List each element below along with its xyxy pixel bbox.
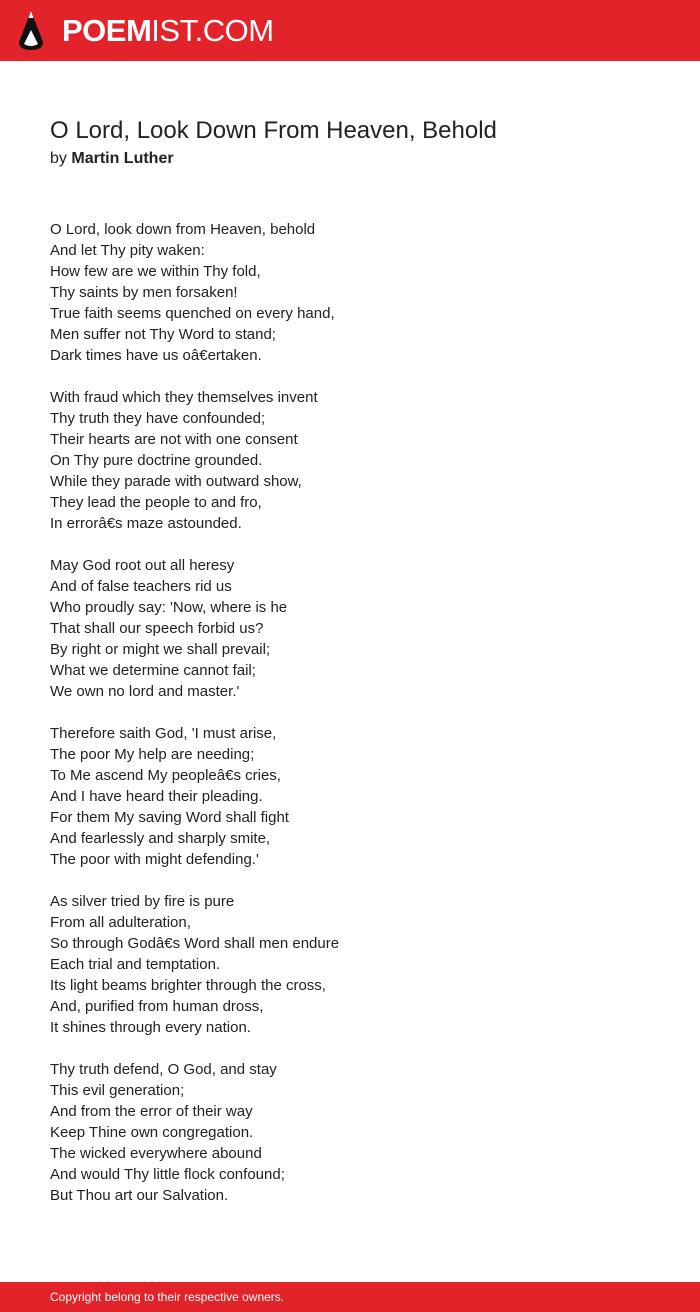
poem-line: Thy truth they have confounded; <box>50 410 266 427</box>
site-footer <box>0 1282 700 1312</box>
poem-line: Thy saints by men forsaken! <box>50 284 238 301</box>
poem-line: And, purified from human dross, <box>50 998 264 1015</box>
poem-line: Therefore saith God, 'I must arise, <box>50 725 277 742</box>
poem-line: To Me ascend My peopleâ€s cries, <box>50 767 281 784</box>
poem-line: Who proudly say: 'Now, where is he <box>50 599 288 616</box>
site-header <box>0 0 700 61</box>
poem-line: Its light beams brighter through the cross, <box>50 977 326 994</box>
poem-line: How few are we within Thy fold, <box>50 263 261 280</box>
by-label: by <box>50 150 67 167</box>
poem-stanza <box>50 555 650 702</box>
poem-line: For them My saving Word shall fight <box>50 809 289 826</box>
poem-body <box>50 219 650 1227</box>
author-name: Martin Luther <box>71 150 174 167</box>
site-logo[interactable] <box>62 12 274 50</box>
poem-line: As silver tried by fire is pure <box>50 893 235 910</box>
poem-line: And fearlessly and sharply smite, <box>50 830 271 847</box>
poem-line: So through Godâ€s Word shall men endure <box>50 935 340 952</box>
copyright-text: Copyright belong to their respective owners. <box>50 1290 285 1304</box>
poem-line: May God root out all heresy <box>50 557 235 574</box>
poem-title: O Lord, Look Down From Heaven, Behold <box>50 117 497 144</box>
poem-line: Thy truth defend, O God, and stay <box>50 1061 277 1078</box>
poem-stanza <box>50 723 650 870</box>
poem-line: Each trial and temptation. <box>50 956 221 973</box>
poem-line: Keep Thine own congregation. <box>50 1124 254 1141</box>
poem-byline <box>50 148 174 170</box>
poem-stanza <box>50 891 650 1038</box>
poem-line: We own no lord and master.' <box>50 683 240 700</box>
poem-line: From all adulteration, <box>50 914 191 931</box>
logo-text-thin: IST.COM <box>151 13 274 48</box>
poem-line: Men suffer not Thy Word to stand; <box>50 326 276 343</box>
poem-line: Dark times have us oâ€ertaken. <box>50 347 262 364</box>
poem-line: This evil generation; <box>50 1082 185 1099</box>
poem-line: By right or might we shall prevail; <box>50 641 271 658</box>
poem-line: On Thy pure doctrine grounded. <box>50 452 263 469</box>
poem-line: While they parade with outward show, <box>50 473 302 490</box>
poem-line: With fraud which they themselves invent <box>50 389 318 406</box>
poem-line: It shines through every nation. <box>50 1019 251 1036</box>
poem-line: O Lord, look down from Heaven, behold <box>50 221 316 238</box>
poem-stanza <box>50 219 650 366</box>
poem-line: And from the error of their way <box>50 1103 253 1120</box>
poem-stanza <box>50 387 650 534</box>
poem-line: True faith seems quenched on every hand, <box>50 305 335 322</box>
poem-line: And would Thy little flock confound; <box>50 1166 285 1183</box>
poem-line: The wicked everywhere abound <box>50 1145 262 1162</box>
logo-text-bold: POEM <box>62 13 152 48</box>
poem-line: They lead the people to and fro, <box>50 494 262 511</box>
poem-line: In errorâ€s maze astounded. <box>50 515 242 532</box>
poem-line: And I have heard their pleading. <box>50 788 263 805</box>
pencil-tip-icon[interactable] <box>18 11 44 51</box>
poem-line: That shall our speech forbid us? <box>50 620 264 637</box>
poem-line: Their hearts are not with one consent <box>50 431 298 448</box>
poem-line: The poor My help are needing; <box>50 746 255 763</box>
poem-line: What we determine cannot fail; <box>50 662 256 679</box>
poem-line: The poor with might defending.' <box>50 851 259 868</box>
poem-line: And of false teachers rid us <box>50 578 232 595</box>
poem-line: But Thou art our Salvation. <box>50 1187 229 1204</box>
poem-line: And let Thy pity waken: <box>50 242 205 259</box>
poem-stanza <box>50 1059 650 1206</box>
